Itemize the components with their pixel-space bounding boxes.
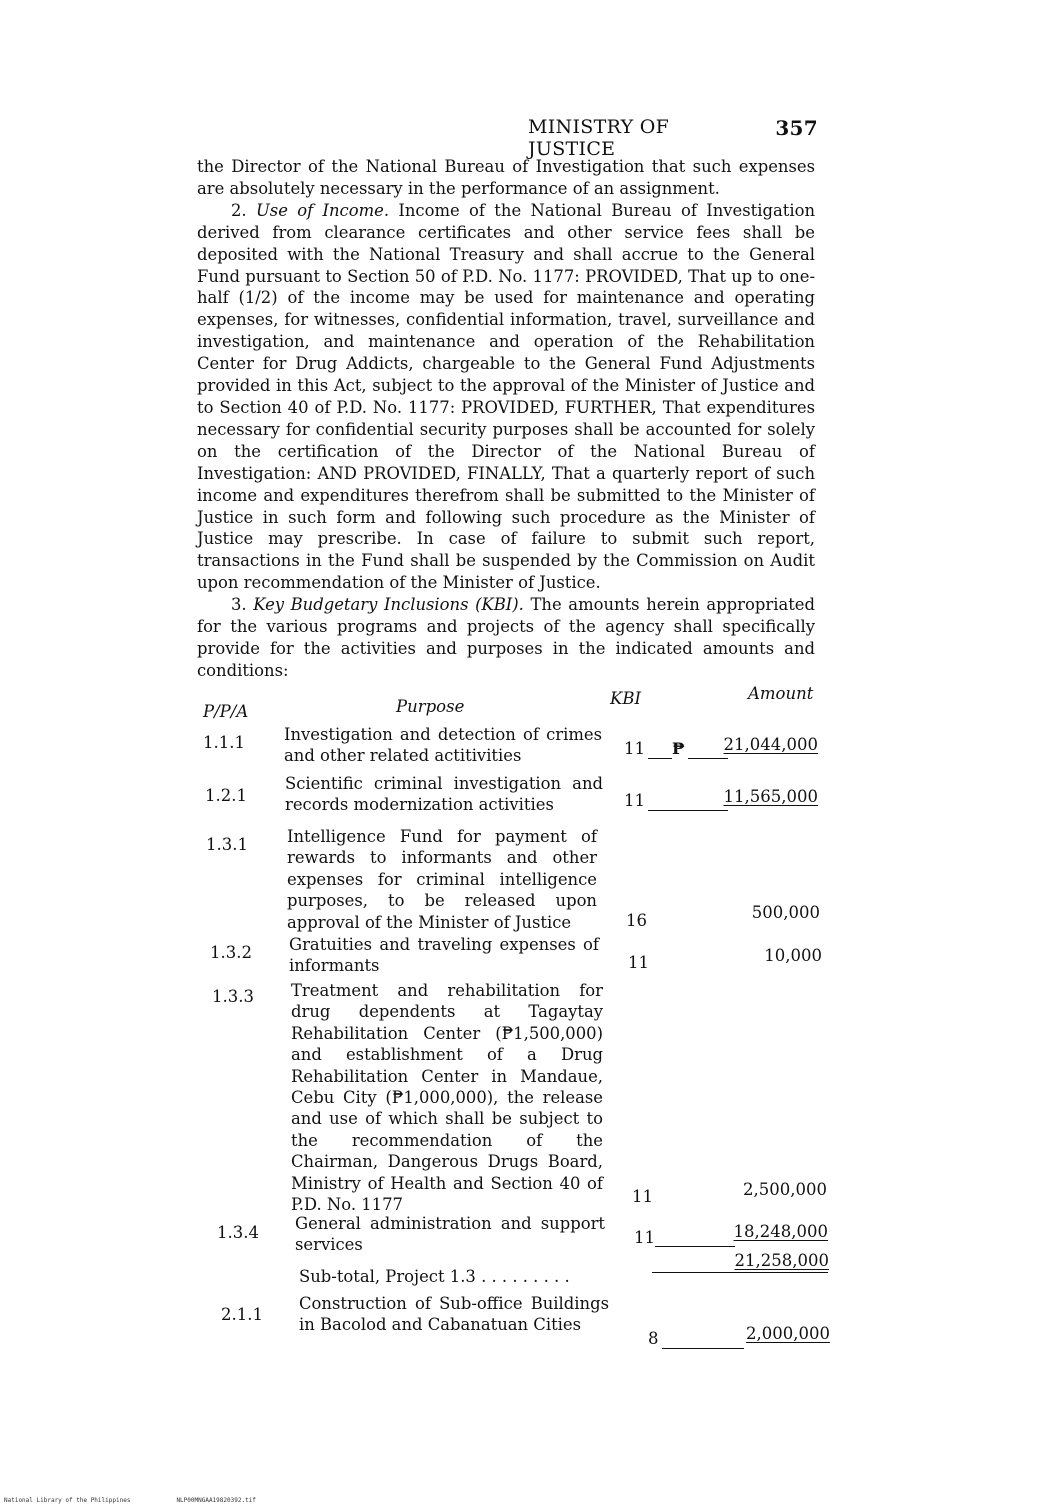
ppa-code: 1.3.4 bbox=[217, 1223, 259, 1242]
purpose-text: Construction of Sub-office Buildings in Bacolod and Cabanatuan Cities bbox=[299, 1294, 609, 1335]
ppa-code: 1.3.3 bbox=[212, 987, 254, 1006]
paragraph-1: the Director of the National Bureau of Investigation that such expenses are absolutely necessary in the performance of an assignment. bbox=[197, 157, 815, 198]
subtotal-label bbox=[299, 1266, 617, 1287]
header-ppa: P/P/A bbox=[203, 702, 249, 721]
ppa-code: 2.1.1 bbox=[221, 1305, 263, 1324]
amount-value bbox=[658, 787, 818, 806]
leader-line bbox=[648, 810, 728, 811]
peso-sign: ₱ bbox=[672, 739, 685, 758]
kbi-code: 11 bbox=[632, 1187, 653, 1206]
kbi-code: 8 bbox=[648, 1329, 659, 1348]
footer-file: NLP00MNGAA19820392.tif bbox=[176, 1497, 256, 1504]
subtotal-label-text: Sub-total, Project 1.3 bbox=[299, 1267, 476, 1286]
amount-value bbox=[658, 735, 818, 754]
amount-text: 21,044,000 bbox=[723, 735, 818, 754]
amount-value bbox=[670, 1324, 830, 1343]
leader-line bbox=[648, 758, 672, 759]
ppa-code: 1.3.1 bbox=[206, 835, 248, 854]
header-title: MINISTRY OF JUSTICE bbox=[528, 116, 670, 160]
header-purpose: Purpose bbox=[396, 697, 465, 716]
amount-value: 2,500,000 bbox=[743, 1180, 827, 1199]
kbi-code: 11 bbox=[628, 953, 649, 972]
page-number: 357 bbox=[775, 116, 818, 140]
kbi-code: 11 bbox=[634, 1228, 655, 1247]
paragraph-3-number: 3. bbox=[231, 595, 247, 615]
paragraph-2-heading: Use of Income. bbox=[255, 200, 390, 220]
running-header bbox=[528, 116, 818, 160]
purpose-text: Intelligence Fund for payment of rewards to informants and other expenses for criminal intelligence purposes, to be released upon approval of the Minister of Justice bbox=[287, 827, 597, 932]
footer-source: National Library of the Philippines bbox=[4, 1497, 131, 1504]
ppa-code: 1.1.1 bbox=[203, 733, 245, 752]
purpose-text: Gratuities and traveling expenses of informants bbox=[289, 935, 599, 976]
paragraph-2-number: 2. bbox=[231, 200, 247, 220]
amount-value: 500,000 bbox=[751, 903, 820, 922]
purpose-text: Investigation and detection of crimes and other related actitivities bbox=[284, 725, 602, 766]
leader-line bbox=[662, 1348, 744, 1349]
amount-text: 2,000,000 bbox=[746, 1324, 830, 1343]
header-amount: Amount bbox=[748, 684, 814, 703]
amount-text: 18,248,000 bbox=[733, 1222, 828, 1241]
purpose-text: General administration and support services bbox=[295, 1214, 605, 1255]
ppa-code: 1.3.2 bbox=[210, 943, 252, 962]
paragraph-3-text: The amounts herein appropriated for the various programs and projects of the agency shall specifically provide for the activities and purposes in the indicated amounts and conditions: bbox=[197, 595, 815, 680]
kbi-code: 11 bbox=[624, 791, 645, 810]
subtotal-rule bbox=[652, 1272, 828, 1273]
leader-line bbox=[688, 758, 728, 759]
purpose-text: Treatment and rehabilitation for drug dependents at Tagaytay Rehabilitation Center (₱1,500,000) and establishment of a Drug Rehabilitation Center in Mandaue, Cebu City (₱1,000,000), the release and use of which shall be subject to the recommendation of the Chairman, Dangerous Drugs Board, Ministry of Health and Section 40 of P.D. No. 1177 bbox=[291, 981, 603, 1215]
amount-value: 10,000 bbox=[764, 946, 822, 965]
scan-footer bbox=[4, 1497, 256, 1504]
paragraph-2-text: Income of the National Bureau of Investigation derived from clearance certificates and other service fees shall be deposited with the National Treasury and shall accrue to the General Fund pursuant to Section 50 of P.D. No. 1177: PROVIDED, That up to one-half (1/2) of the income may be used for maintenance and operating expenses, for witnesses, confidential information, travel, surveillance and investigation, and maintenance and operation of the Rehabilitation Center for Drug Addicts, chargeable to the General Fund Adjustments provided in this Act, subject to the approval of the Minister of Justice and to Section 40 of P.D. No. 1177: PROVIDED, FURTHER, That expenditures necessary for confidential security purposes shall be accounted for solely on the certification of the Director of the National Bureau of Investigation: AND PROVIDED, FINALLY, That a quarterly report of such income and expenditures therefrom shall be submitted to the Minister of Justice in such form and following such procedure as the Minister of Justice may prescribe. In case of failure to submit such report, transactions in the Fund shall be suspended by the Commission on Audit upon recommendation of the Minister of Justice. bbox=[197, 200, 816, 593]
amount-value bbox=[668, 1222, 828, 1241]
ppa-code: 1.2.1 bbox=[205, 786, 247, 805]
kbi-code: 16 bbox=[626, 911, 647, 930]
paragraph-2 bbox=[197, 200, 815, 594]
body-text bbox=[197, 156, 815, 682]
paragraph-3-heading: Key Budgetary Inclusions (KBI). bbox=[253, 595, 524, 615]
subtotal-dots: . . . . . . . . . bbox=[481, 1267, 570, 1286]
subtotal-amount-text: 21,258,000 bbox=[734, 1251, 829, 1270]
leader-line bbox=[655, 1246, 735, 1247]
paragraph-3 bbox=[197, 594, 815, 682]
purpose-text: Scientific criminal investigation and records modernization activities bbox=[285, 774, 603, 815]
subtotal-amount bbox=[669, 1251, 829, 1270]
header-kbi: KBI bbox=[610, 689, 641, 708]
amount-text: 11,565,000 bbox=[723, 787, 818, 806]
kbi-code: 11 bbox=[624, 739, 645, 758]
